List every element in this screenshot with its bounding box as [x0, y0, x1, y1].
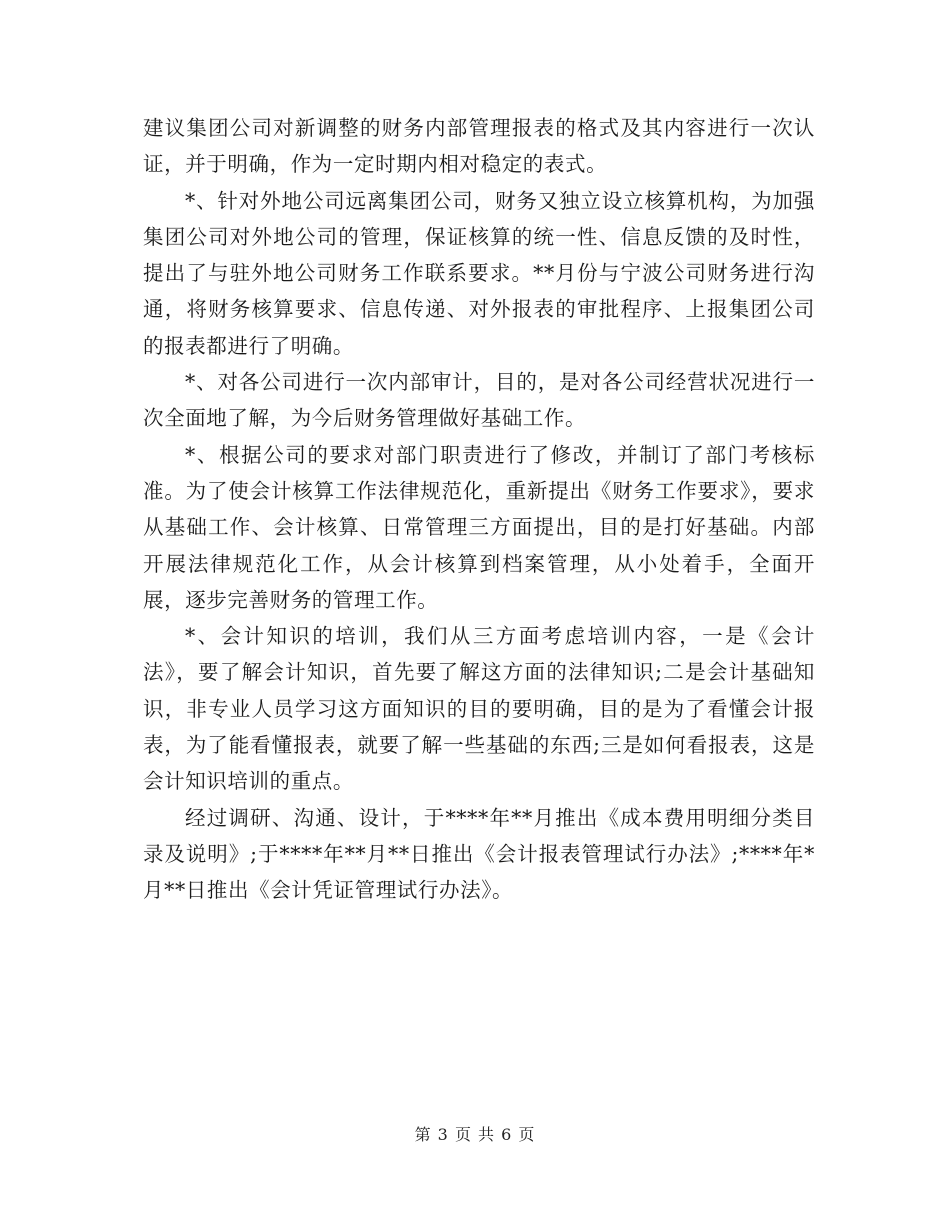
paragraph-1: 建议集团公司对新调整的财务内部管理报表的格式及其内容进行一次认证，并于明确，作为一定时期内相对稳定的表式。: [143, 116, 815, 177]
paragraph-6: 经过调研、沟通、设计，于****年**月推出《成本费用明细分类目录及说明》;于****年**月**日推出《会计报表管理试行办法》;****年*月**日推出《会计凭证管理试行办法》。: [143, 805, 815, 903]
paragraph-5: *、会计知识的培训，我们从三方面考虑培训内容，一是《会计法》，要了解会计知识，首先要了解这方面的法律知识;二是会计基础知识，非专业人员学习这方面知识的目的要明确，目的是为了看懂会计报表，为了能看懂报表，就要了解一些基础的东西;三是如何看报表，这是会计知识培训的重点。: [143, 624, 815, 794]
document-body: [143, 110, 815, 909]
paragraph-2: *、针对外地公司远离集团公司，财务又独立设立核算机构，为加强集团公司对外地公司的管理，保证核算的统一性、信息反馈的及时性，提出了与驻外地公司财务工作联系要求。**月份与宁波公司财务进行沟通，将财务核算要求、信息传递、对外报表的审批程序、上报集团公司的报表都进行了明确。: [143, 188, 815, 358]
page-number-footer: 第 3 页 共 6 页: [414, 1125, 536, 1144]
paragraph-4: *、根据公司的要求对部门职责进行了修改，并制订了部门考核标准。为了使会计核算工作法律规范化，重新提出《财务工作要求》，要求从基础工作、会计核算、日常管理三方面提出，目的是打好基础。内部开展法律规范化工作，从会计核算到档案管理，从小处着手，全面开展，逐步完善财务的管理工作。: [143, 442, 815, 612]
paragraph-3: *、对各公司进行一次内部审计，目的，是对各公司经营状况进行一次全面地了解，为今后财务管理做好基础工作。: [143, 370, 815, 431]
